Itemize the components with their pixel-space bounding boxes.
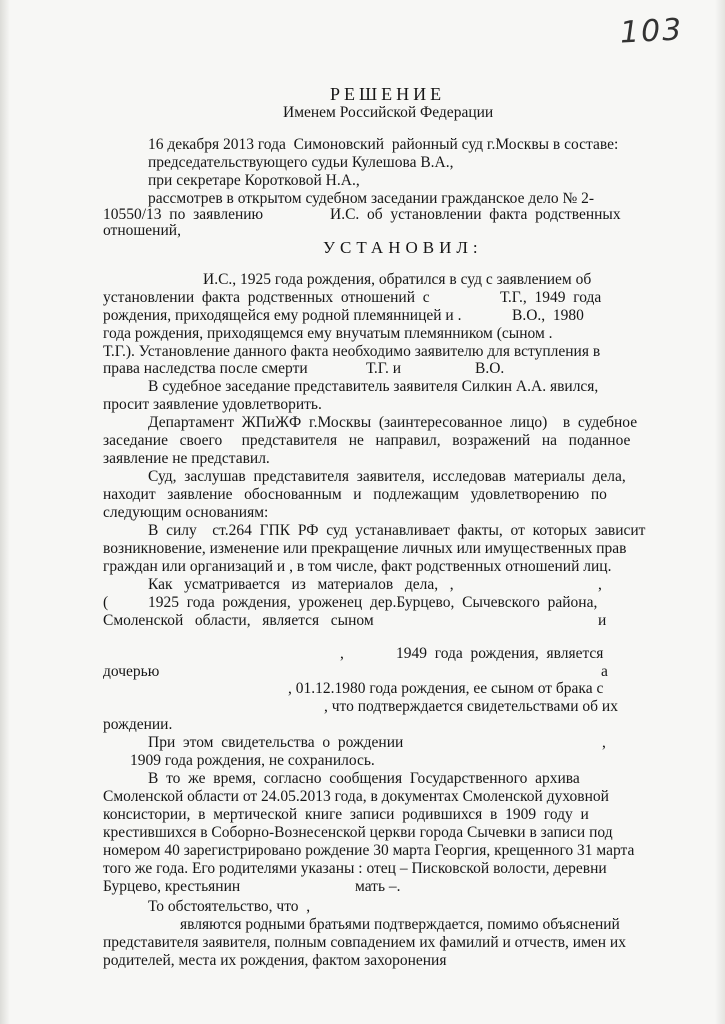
body-line: консистории, в мертической книге записи родившихся в 1909 году и: [103, 806, 589, 823]
body-line: находит заявление обоснованным и подлежащим удовлетворению по: [103, 486, 607, 503]
body-line: Департамент ЖПиЖФ г.Москвы (заинтересованное лицо) в судебное: [148, 414, 638, 431]
body-line: 10550/13 по заявлению: [103, 206, 264, 223]
body-line: 16 декабря 2013 года Симоновский районный суд г.Москвы в составе:: [148, 136, 619, 153]
body-line: То обстоятельство, что ,: [148, 898, 311, 915]
body-line: Как усматривается из материалов дела, ,: [148, 576, 454, 593]
body-line: установлении факта родственных отношений с: [103, 289, 430, 306]
body-line: крестившихся в Соборно-Вознесенской церкви города Сычевки в записи под: [103, 824, 613, 841]
body-line: заявление не представил.: [103, 450, 270, 467]
body-line: просит заявление удовлетворить.: [103, 396, 322, 413]
handwritten-page-number: 103: [619, 12, 685, 51]
body-line: Т.Г.). Установление данного факта необходимо заявителю для вступления в: [103, 343, 601, 360]
body-line: , 01.12.1980 года рождения, ее сыном от брака с: [288, 680, 604, 697]
document-subtitle: Именем Российской Федерации: [283, 104, 494, 121]
body-line: И.С., 1925 года рождения, обратился в суд с заявлением об: [203, 271, 592, 288]
body-line: мать –.: [355, 878, 401, 895]
body-line: при секретаре Коротковой Н.А.,: [148, 172, 360, 189]
body-line: ,: [602, 734, 606, 751]
body-line: 1909 года рождения, не сохранилось.: [130, 752, 375, 769]
body-line: дочерью: [103, 663, 160, 680]
body-line: В то же время, согласно сообщения Государственного архива: [148, 770, 580, 787]
body-line: Суд, заслушав представителя заявителя, исследовав материалы дела,: [148, 468, 626, 485]
body-line: В.О., 1980: [512, 307, 584, 324]
body-line: граждан или организаций и , в том числе, факт родственных отношений лиц.: [103, 558, 612, 575]
scan-edge-right: [715, 0, 725, 1024]
body-line: , что подтверждается свидетельствами об их: [324, 698, 618, 715]
body-line: 1925 года рождения, уроженец дер.Бурцево, Сычевского района,: [148, 594, 598, 611]
body-line: Т.Г. и: [366, 360, 402, 377]
body-line: представителя заявителя, полным совпадением их фамилий и отчеств, имен их: [103, 934, 626, 951]
body-line: года рождения, приходящемся ему внучатым племянником (сыном .: [103, 325, 553, 342]
document-title: РЕШЕНИЕ: [330, 84, 446, 104]
body-line: рассмотрев в открытом судебном заседании гражданское дело № 2-: [148, 190, 595, 207]
body-line: и: [598, 612, 607, 629]
body-line: Т.Г., 1949 года: [500, 289, 602, 306]
body-line: а: [601, 663, 608, 680]
scan-edge-left: [0, 0, 10, 1024]
body-line: отношений,: [103, 222, 181, 239]
body-line: заседание своего представителя не направил, возражений на поданное: [103, 432, 631, 449]
body-line: того же года. Его родителями указаны : отец – Писковской волости, деревни: [103, 860, 607, 877]
body-line: В.О.: [475, 360, 505, 377]
body-line: Смоленской области от 24.05.2013 года, в документах Смоленской духовной: [103, 788, 609, 805]
body-line: ,: [340, 645, 344, 662]
section-heading-established: УСТАНОВИЛ:: [323, 238, 483, 257]
body-line: рождении.: [103, 716, 173, 733]
body-line: рождения, приходящейся ему родной племянницей и .: [103, 307, 462, 324]
body-line: Бурцево, крестьянин: [103, 878, 241, 895]
body-line: При этом свидетельства о рождении: [148, 734, 404, 751]
body-line: председательствующего судьи Кулешова В.А.,: [148, 154, 454, 171]
body-line: возникновение, изменение или прекращение личных или имущественных прав: [103, 540, 627, 557]
body-line: ,: [598, 576, 602, 593]
body-line: В силу ст.264 ГПК РФ суд устанавливает факты, от которых зависит: [148, 522, 646, 539]
body-line: И.С. об установлении факта родственных: [330, 206, 621, 223]
body-line: В судебное заседание представитель заявителя Силкин А.А. явился,: [148, 378, 599, 395]
body-line: 1949 года рождения, является: [396, 645, 604, 662]
body-line: (: [103, 594, 109, 611]
body-line: являются родными братьями подтверждается, помимо объяснений: [180, 916, 620, 933]
body-line: права наследства после смерти: [103, 360, 308, 377]
body-line: Смоленской области, является сыном: [103, 612, 374, 629]
body-line: номером 40 зарегистрировано рождение 30 марта Георгия, крещенного 31 марта: [103, 842, 635, 859]
body-line: следующим основаниям:: [103, 504, 269, 521]
body-line: родителей, места их рождения, фактом захоронения: [103, 952, 447, 969]
